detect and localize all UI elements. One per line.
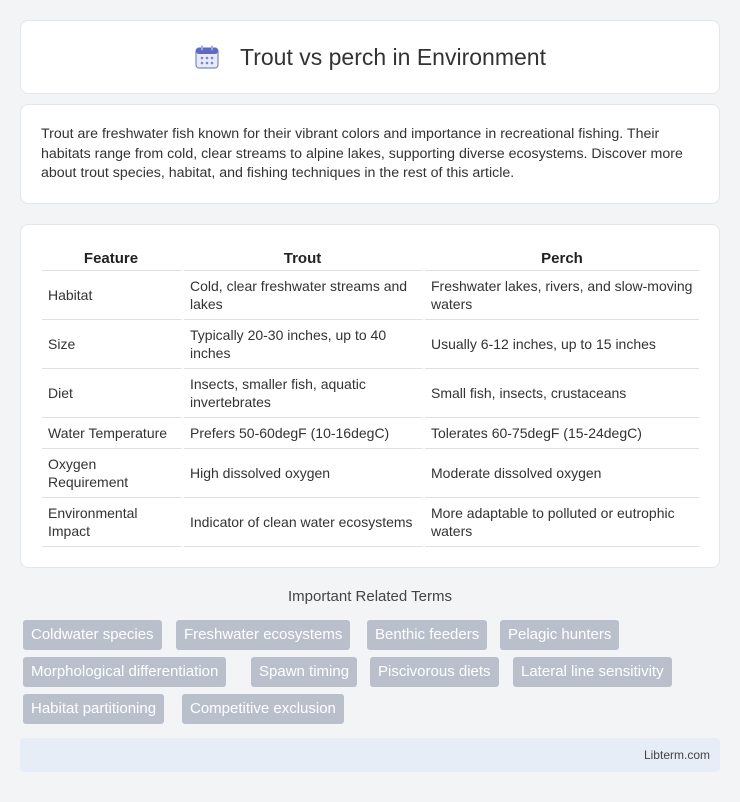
table-cell: Moderate dissolved oxygen: [425, 449, 699, 498]
table-cell: Insects, smaller fish, aquatic invertebrates: [184, 369, 425, 418]
table-header-row: [42, 246, 699, 271]
term-tag[interactable]: Piscivorous diets: [370, 657, 499, 687]
table-cell: Tolerates 60-75degF (15-24degC): [425, 418, 699, 449]
term-tag[interactable]: Freshwater ecosystems: [176, 620, 350, 650]
table-row: [42, 369, 699, 418]
term-tag[interactable]: Lateral line sensitivity: [513, 657, 672, 687]
footer: [20, 738, 720, 772]
header-card: [20, 20, 720, 94]
page-title: Trout vs perch in Environment: [240, 43, 546, 70]
table-cell: Cold, clear freshwater streams and lakes: [184, 271, 425, 320]
table-row: [42, 320, 699, 369]
table-cell: Usually 6-12 inches, up to 15 inches: [425, 320, 699, 369]
table-cell: Habitat: [42, 271, 184, 320]
intro-card: [20, 104, 720, 204]
term-tag[interactable]: Coldwater species: [23, 620, 162, 650]
related-terms-title: Important Related Terms: [288, 588, 452, 605]
table-cell: Environmental Impact: [42, 498, 184, 547]
term-tag[interactable]: Competitive exclusion: [182, 694, 344, 724]
table-cell: Diet: [42, 369, 184, 418]
table-row: [42, 498, 699, 547]
table-cell: High dissolved oxygen: [184, 449, 425, 498]
calendar-icon: [194, 44, 220, 70]
table-cell: Water Temperature: [42, 418, 184, 449]
table-cell: Small fish, insects, crustaceans: [425, 369, 699, 418]
table-cell: Prefers 50-60degF (10-16degC): [184, 418, 425, 449]
term-tag[interactable]: Spawn timing: [251, 657, 357, 687]
table-cell: Freshwater lakes, rivers, and slow-moving waters: [425, 271, 699, 320]
table-cell: Typically 20-30 inches, up to 40 inches: [184, 320, 425, 369]
comparison-table-card: [20, 224, 720, 568]
column-header: Feature: [42, 246, 184, 271]
table-cell: More adaptable to polluted or eutrophic waters: [425, 498, 699, 547]
table-row: [42, 418, 699, 449]
term-tag[interactable]: Pelagic hunters: [500, 620, 619, 650]
table-cell: Oxygen Requirement: [42, 449, 184, 498]
term-tag[interactable]: Habitat partitioning: [23, 694, 164, 724]
comparison-table: [42, 246, 699, 547]
footer-brand[interactable]: Libterm.com: [643, 748, 710, 762]
table-row: [42, 449, 699, 498]
column-header: Trout: [184, 246, 425, 271]
term-tag[interactable]: Benthic feeders: [367, 620, 487, 650]
table-cell: Indicator of clean water ecosystems: [184, 498, 425, 547]
table-cell: Size: [42, 320, 184, 369]
column-header: Perch: [425, 246, 699, 271]
term-tag[interactable]: Morphological differentiation: [23, 657, 226, 687]
table-row: [42, 271, 699, 320]
intro-text: Trout are freshwater fish known for their vibrant colors and importance in recreational fishing. Their habitats range from cold, clear streams to alpine lakes, supporting diverse ecosystems. Discover more about trout species, habitat, and fishing techniques in the rest of this article.: [41, 126, 683, 181]
